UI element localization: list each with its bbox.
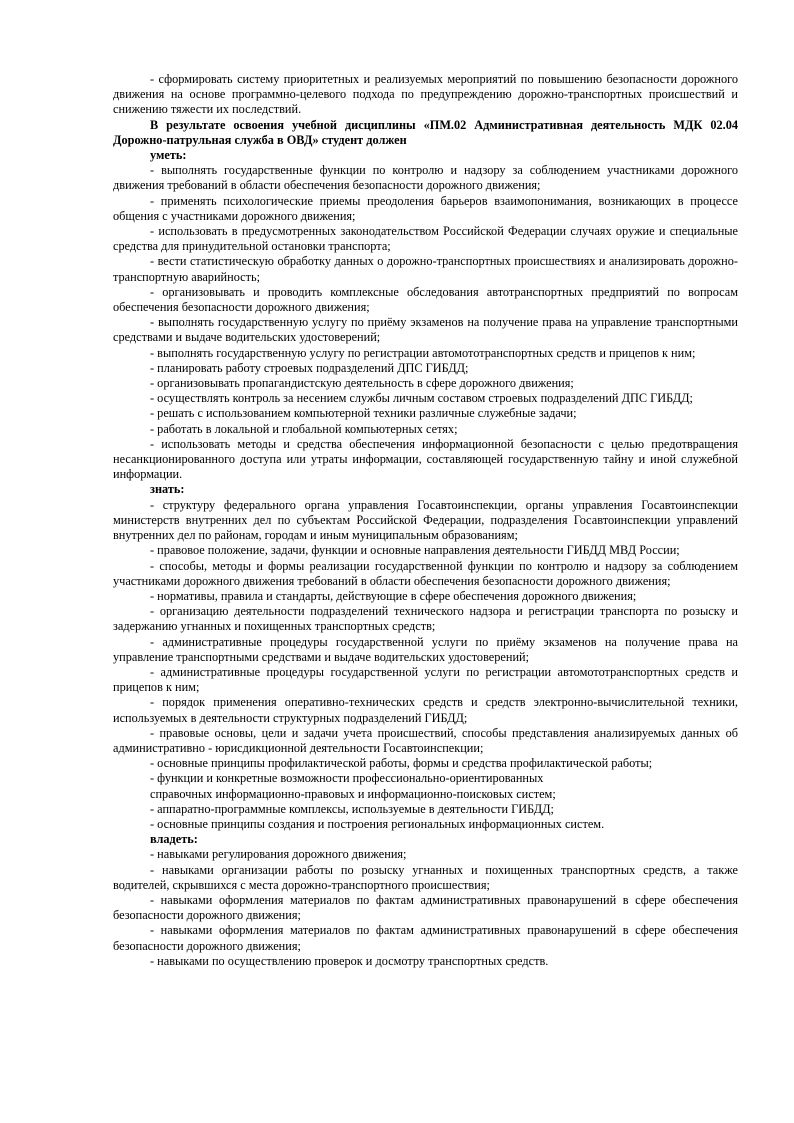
list-item: - выполнять государственную услугу по приёму экзаменов на получение права на управление транспортными средствами и выдаче водительских удостоверений; [113, 315, 738, 345]
list-item: - административные процедуры государственной услуги по приёму экзаменов на получение права на управление транспортными средствами и выдаче водительских удостоверений; [113, 634, 738, 664]
list-item: - вести статистическую обработку данных о дорожно-транспортных происшествиях и анализировать дорожно-транспортную аварийность; [113, 254, 738, 284]
list-item: - выполнять государственные функции по контролю и надзору за соблюдением участниками дорожного движения требований в области обеспечения безопасности дорожного движения; [113, 163, 738, 193]
list-item: - основные принципы профилактической работы, формы и средства профилактической работы; [150, 756, 653, 771]
list-item: - навыками регулирования дорожного движения; [150, 847, 407, 862]
intro-list-item: - сформировать систему приоритетных и реализуемых мероприятий по повышению безопасности дорожного движения на основе программно-целевого подхода по предупреждению дорожно-транспортных происшествий и снижению тяжести их последствий. [113, 72, 738, 117]
list-item: - функции и конкретные возможности профессионально-ориентированных [150, 771, 544, 786]
list-item: - порядок применения оперативно-технических средств и средств электронно-вычислительной техники, используемых в деятельности структурных подразделений ГИБДД; [113, 695, 738, 725]
list-item: - организовывать пропагандистскую деятельность в сфере дорожного движения; [150, 376, 574, 391]
list-item: - административные процедуры государственной услуги по регистрации автомототранспортных средств и прицепов к ним; [113, 664, 738, 695]
list-item: - работать в локальной и глобальной компьютерных сетях; [150, 421, 458, 436]
list-item: - решать с использованием компьютерной техники различные служебные задачи; [150, 406, 577, 421]
list-item: - осуществлять контроль за несением службы личным составом строевых подразделений ДПС ГИБДД; [150, 391, 693, 406]
knowledge-heading: знать: [150, 482, 185, 497]
list-item: - способы, методы и формы реализации государственной функции по контролю и надзору за соблюдением участниками дорожного движения требований в области обеспечения безопасности дорожного движения; [113, 558, 738, 588]
document-page [113, 72, 738, 969]
skills-heading: уметь: [150, 148, 187, 163]
list-item: - навыками по осуществлению проверок и досмотру транспортных средств. [150, 953, 549, 968]
list-item: - использовать в предусмотренных законодательством Российской Федерации случаях оружие и специальные средства для принудительной остановки транспорта; [113, 224, 738, 254]
list-item: - планировать работу строевых подразделений ДПС ГИБДД; [150, 360, 469, 375]
list-item: - организовывать и проводить комплексные обследования автотранспортных предприятий по вопросам обеспечения безопасности дорожного движения; [113, 284, 738, 315]
list-item: - организацию деятельности подразделений технического надзора и регистрации транспорта по розыску и задержанию угнанных и похищенных транспортных средств; [113, 604, 738, 634]
list-item: - навыками организации работы по розыску угнанных и похищенных транспортных средств, а также водителей, скрывшихся с места дорожно-транспортного происшествия; [113, 862, 738, 892]
list-item: - аппаратно-программные комплексы, используемые в деятельности ГИБДД; [150, 801, 554, 816]
list-item: - правовое положение, задачи, функции и основные направления деятельности ГИБДД МВД России; [150, 543, 680, 558]
list-item: - структуру федерального органа управления Госавтоинспекции, органы управления Госавтоинспекции министерств внутренних дел по субъектам Российской Федерации, подразделения Госавтоинспекции управлений внутренних дел по районам, городам и иным муниципальным образованиям; [113, 497, 738, 543]
list-item: - навыками оформления материалов по фактам административных правонарушений в сфере обеспечения безопасности дорожного движения; [113, 892, 738, 923]
list-item: - использовать методы и средства обеспечения информационной безопасности с целью предотвращения несанкционированного доступа или утраты информации, составляющей государственную тайну и иной служебной информации. [113, 436, 738, 482]
mastery-heading: владеть: [150, 832, 198, 847]
result-heading: В результате освоения учебной дисциплины «ПМ.02 Административная деятельность МДК 02.04 Дорожно-патрульная служба в ОВД» студент должен [113, 117, 738, 147]
list-item: - выполнять государственную услугу по регистрации автомототранспортных средств и прицепов к ним; [150, 345, 696, 360]
list-item: - применять психологические приемы преодоления барьеров взаимопонимания, возникающих в процессе общения с участниками дорожного движения; [113, 193, 738, 223]
list-item: справочных информационно-правовых и информационно-поисковых систем; [150, 786, 556, 801]
list-item: - нормативы, правила и стандарты, действующие в сфере обеспечения дорожного движения; [150, 588, 637, 603]
list-item: - правовые основы, цели и задачи учета происшествий, способы представления анализируемых данных об административно - юрисдикционной деятельности Госавтоинспекции; [113, 725, 738, 755]
list-item: - навыками оформления материалов по фактам административных правонарушений в сфере обеспечения безопасности дорожного движения; [113, 923, 738, 953]
list-item: - основные принципы создания и построения региональных информационных систем. [150, 816, 605, 831]
